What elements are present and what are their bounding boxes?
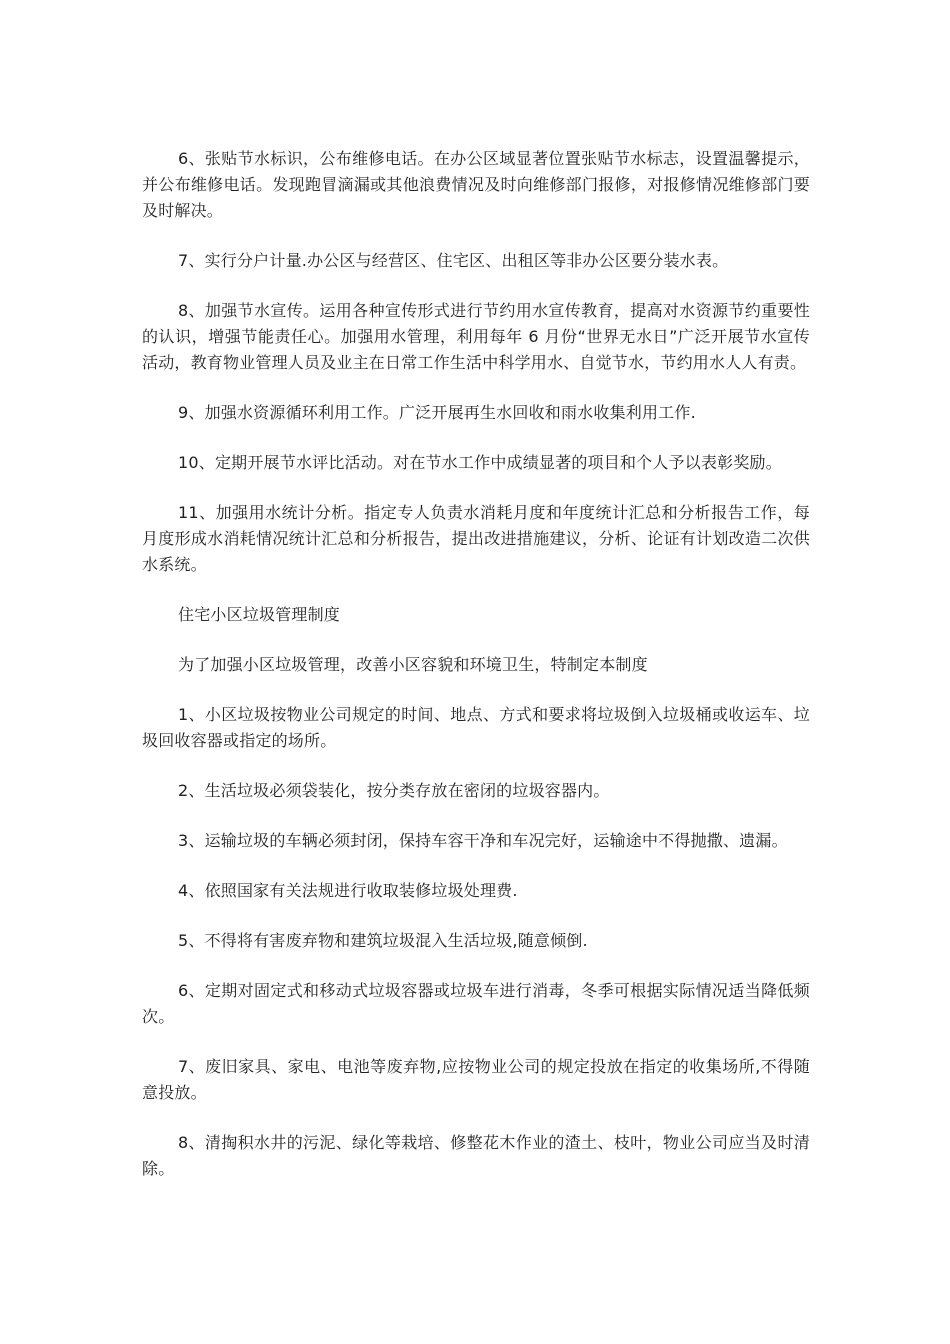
paragraph-garbage-rule-1: 1、小区垃圾按物业公司规定的时间、地点、方式和要求将垃圾倒入垃圾桶或收运车、垃圾回收容器或指定的场所。	[142, 705, 810, 750]
paragraph-garbage-rule-3: 3、运输垃圾的车辆必须封闭，保持车容干净和车况完好，运输途中不得抛撒、遗漏。	[178, 831, 788, 850]
paragraph-separate-metering: 7、实行分户计量.办公区与经营区、住宅区、出租区等非办公区要分装水表。	[178, 251, 729, 270]
paragraph-garbage-intro: 为了加强小区垃圾管理，改善小区容貌和环境卫生，特制定本制度	[178, 655, 648, 674]
paragraph-water-signage: 6、张贴节水标识，公布维修电话。在办公区域显著位置张贴节水标志，设置温馨提示，并公布维修电话。发现跑冒滴漏或其他浪费情况及时向维修部门报修，对报修情况维修部门要及时解决。	[142, 149, 810, 220]
paragraph-garbage-rule-5: 5、不得将有害废弃物和建筑垃圾混入生活垃圾,随意倾倒.	[178, 931, 588, 950]
document-body	[142, 146, 810, 1206]
paragraph-water-saving-award: 10、定期开展节水评比活动。对在节水工作中成绩显著的项目和个人予以表彰奖励。	[178, 453, 782, 472]
paragraph-garbage-rule-8: 8、清掏积水井的污泥、绿化等栽培、修整花木作业的渣土、枝叶，物业公司应当及时清除。	[142, 1133, 810, 1178]
paragraph-garbage-rule-7: 7、废旧家具、家电、电池等废弃物,应按物业公司的规定投放在指定的收集场所,不得随意投放。	[142, 1057, 810, 1102]
section-heading-garbage-management: 住宅小区垃圾管理制度	[178, 605, 341, 624]
paragraph-water-recycling: 9、加强水资源循环利用工作。广泛开展再生水回收和雨水收集利用工作.	[178, 403, 696, 422]
paragraph-water-publicity: 8、加强节水宣传。运用各种宣传形式进行节约用水宣传教育，提高对水资源节约重要性的认识，增强节能责任心。加强用水管理，利用每年 6 月份“世界无水日”广泛开展节水宣传活动，教育物业管理人员及业主在日常工作生活中科学用水、自觉节水，节约用水人人有责。	[142, 301, 810, 372]
paragraph-garbage-rule-4: 4、依照国家有关法规进行收取装修垃圾处理费.	[178, 881, 518, 900]
paragraph-garbage-rule-2: 2、生活垃圾必须袋装化，按分类存放在密闭的垃圾容器内。	[178, 781, 610, 800]
paragraph-garbage-rule-6: 6、定期对固定式和移动式垃圾容器或垃圾车进行消毒，冬季可根据实际情况适当降低频次。	[142, 981, 810, 1026]
paragraph-water-statistics: 11、加强用水统计分析。指定专人负责水消耗月度和年度统计汇总和分析报告工作，每月度形成水消耗情况统计汇总和分析报告，提出改进措施建议，分析、论证有计划改造二次供水系统。	[142, 503, 810, 574]
